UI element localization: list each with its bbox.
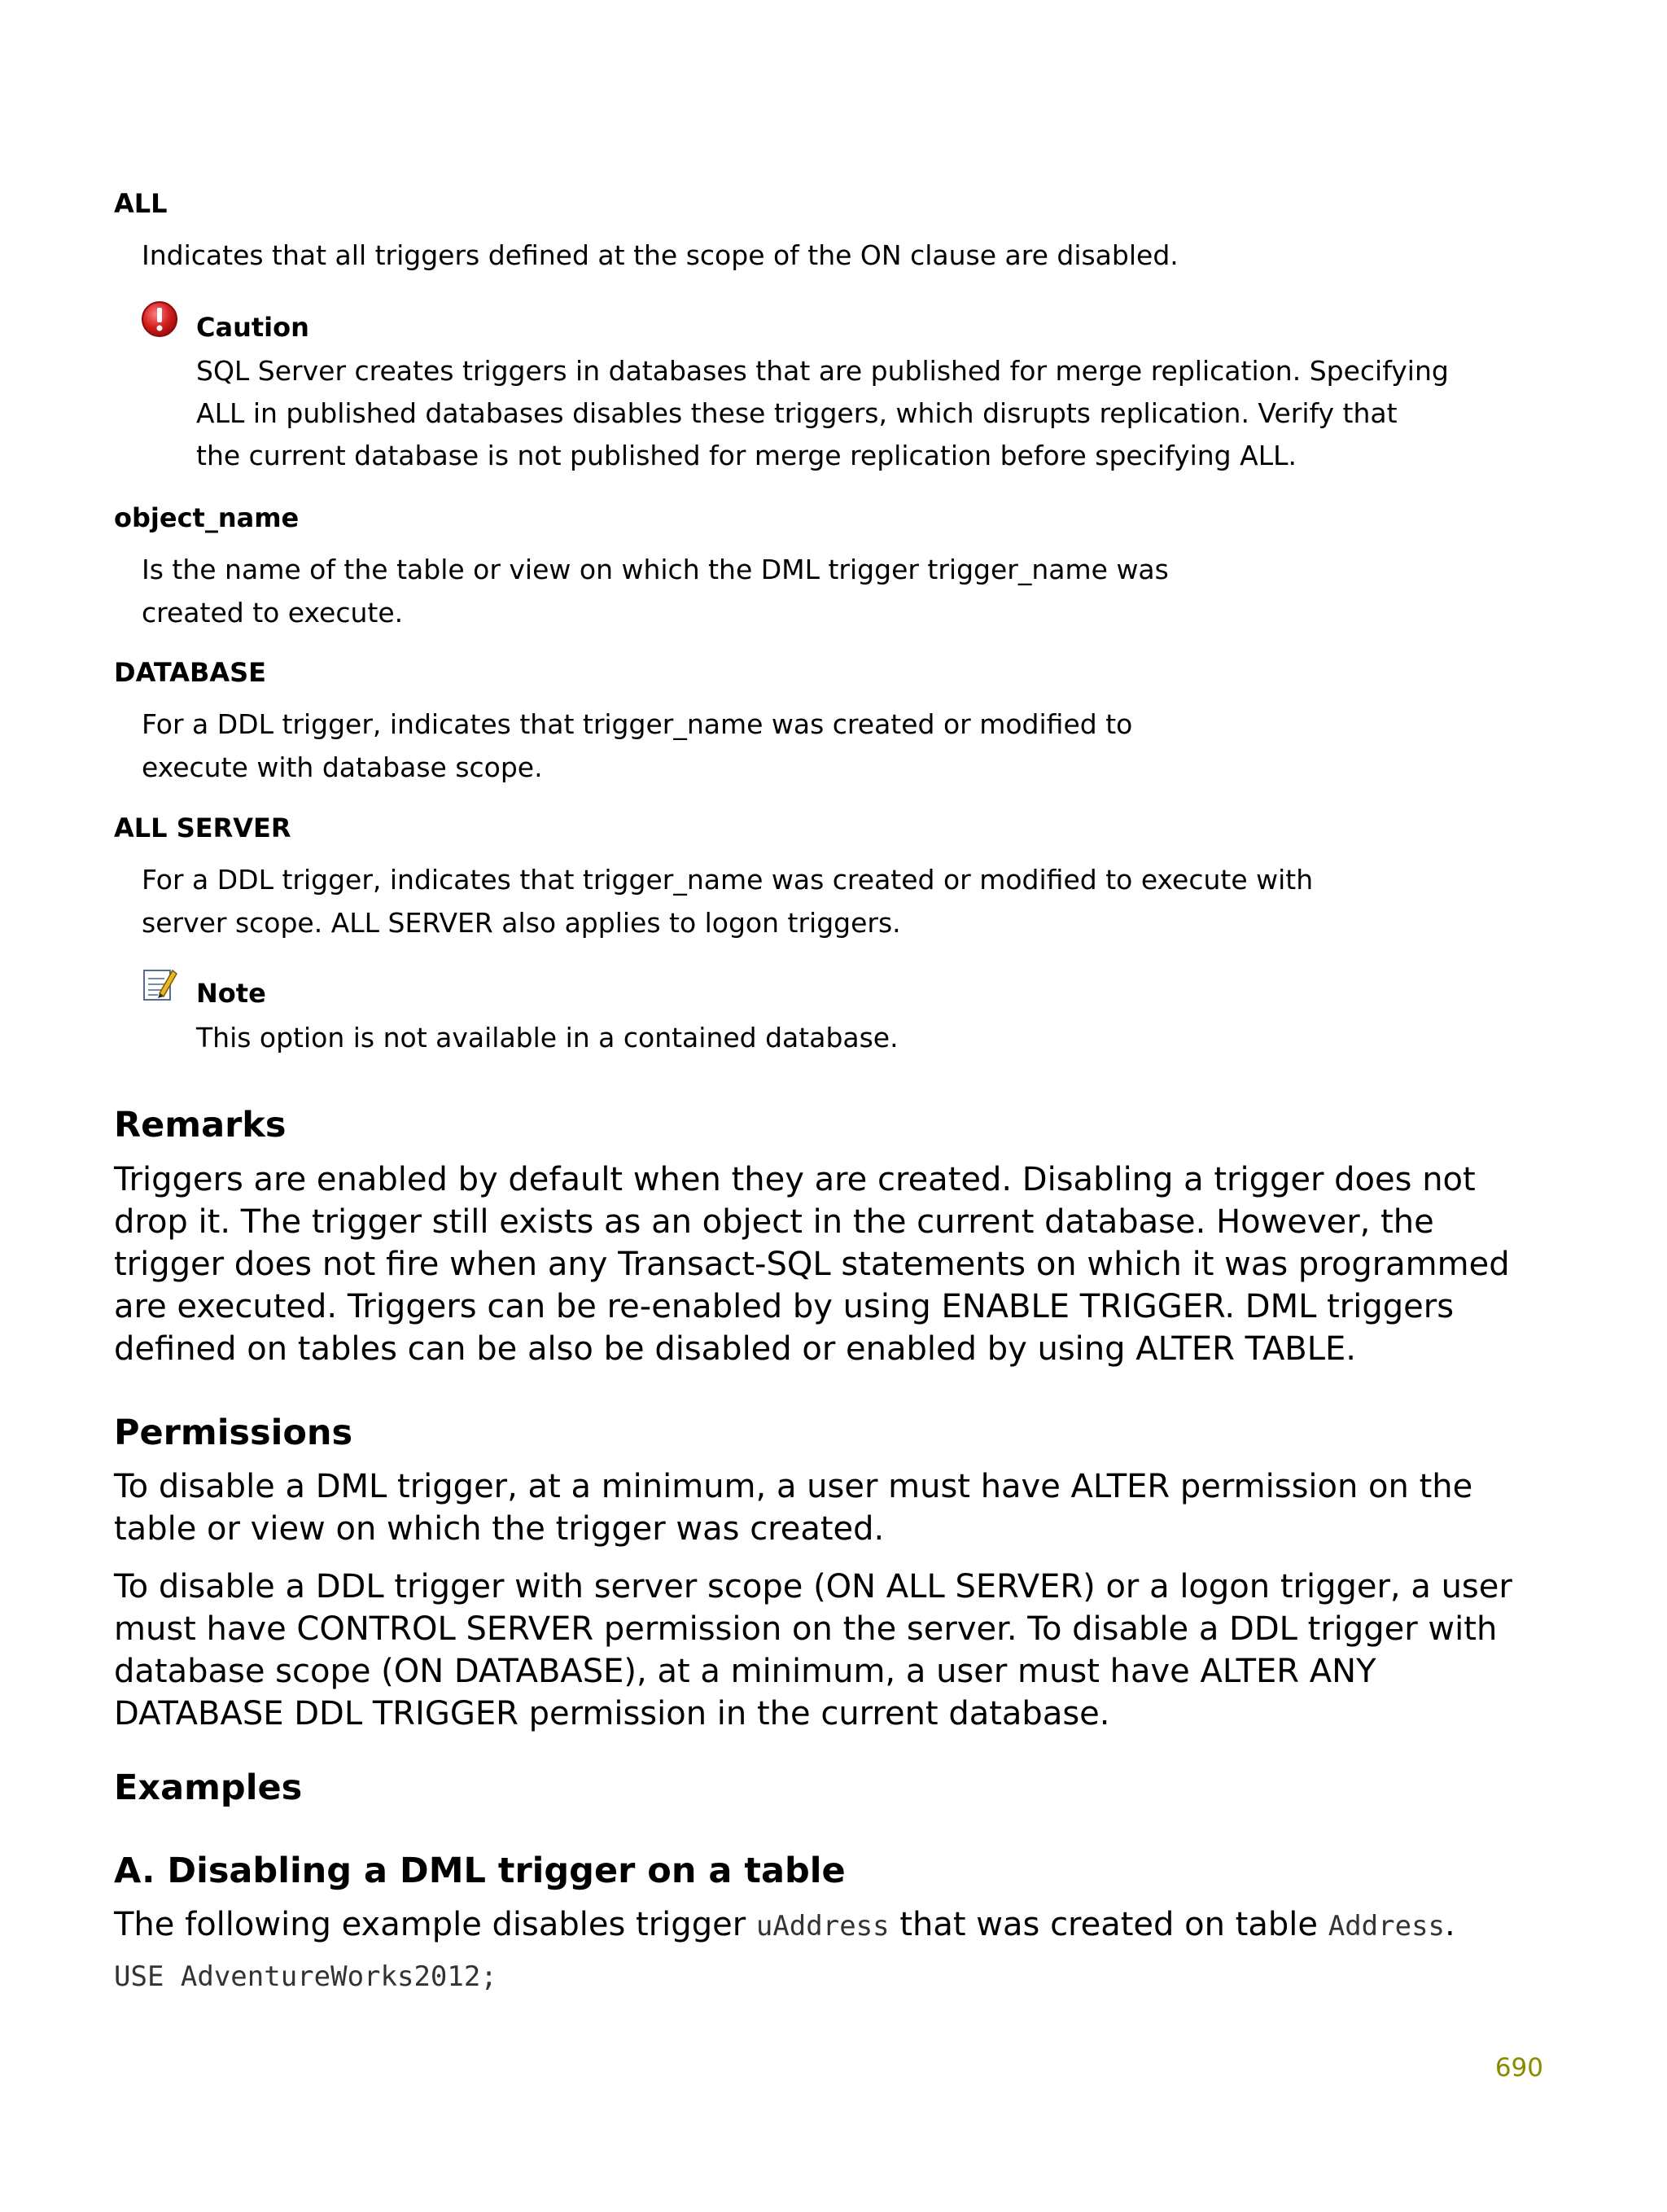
code-block-line-1: USE AdventureWorks2012; [114,1960,497,1993]
note-title: Note [196,978,266,1009]
definition-database: For a DDL trigger, indicates that trigger_name was created or modified to execute with database scope. [142,708,1133,783]
permissions-paragraph-1: To disable a DML trigger, at a minimum, a user must have ALTER permission on the table or view on which the trigger was created. [114,1468,1473,1548]
page-number: 690 [1494,2053,1543,2083]
example-a-heading: A. Disabling a DML trigger on a table [114,1851,846,1891]
caution-text: SQL Server creates triggers in databases that are published for merge replication. Specifying ALL in published databases disables these triggers, which disrupts replication. Verify that the current database is not published for merge replication before specifying ALL. [196,355,1449,471]
term-database: DATABASE [114,657,267,688]
table-name-code: Address [1328,1910,1446,1943]
remarks-heading: Remarks [114,1105,287,1145]
examples-heading: Examples [114,1767,303,1808]
term-all: ALL [114,188,168,219]
example-a-intro [114,1903,1547,1947]
term-object-name: object_name [114,502,300,533]
definition-object-name: Is the name of the table or view on which the DML trigger trigger_name was created to execute. [142,554,1169,629]
trigger-name-code: uAddress [755,1910,890,1943]
caution-title: Caution [196,312,309,343]
remarks-text: Triggers are enabled by default when they are created. Disabling a trigger does not drop it. The trigger still exists as an object in the current database. However, the trigger does not fire when any Transact-SQL statements on which it was programmed are executed. Triggers can be re-enabled by using ENABLE TRIGGER. DML triggers defined on tables can be also be disabled or enabled by using ALTER TABLE. [114,1161,1510,1368]
permissions-heading: Permissions [114,1413,353,1453]
example-a-intro-after: . [1445,1906,1455,1943]
example-a-intro-middle: that was created on table [889,1906,1328,1943]
note-text: This option is not available in a contained database. [196,1022,899,1053]
caution-icon [140,300,179,339]
term-all-server: ALL SERVER [114,813,291,843]
note-icon [140,966,179,1005]
definition-all: Indicates that all triggers defined at the scope of the ON clause are disabled. [142,239,1179,271]
definition-all-server: For a DDL trigger, indicates that trigger_name was created or modified to execute with server scope. ALL SERVER also applies to logon triggers. [142,864,1314,939]
example-a-intro-before: The following example disables trigger [114,1906,756,1943]
permissions-paragraph-2: To disable a DDL trigger with server scope (ON ALL SERVER) or a logon trigger, a user must have CONTROL SERVER permission on the server. To disable a DDL trigger with database scope (ON DATABASE), at a minimum, a user must have ALTER ANY DATABASE DDL TRIGGER permission in the current database. [114,1568,1512,1732]
